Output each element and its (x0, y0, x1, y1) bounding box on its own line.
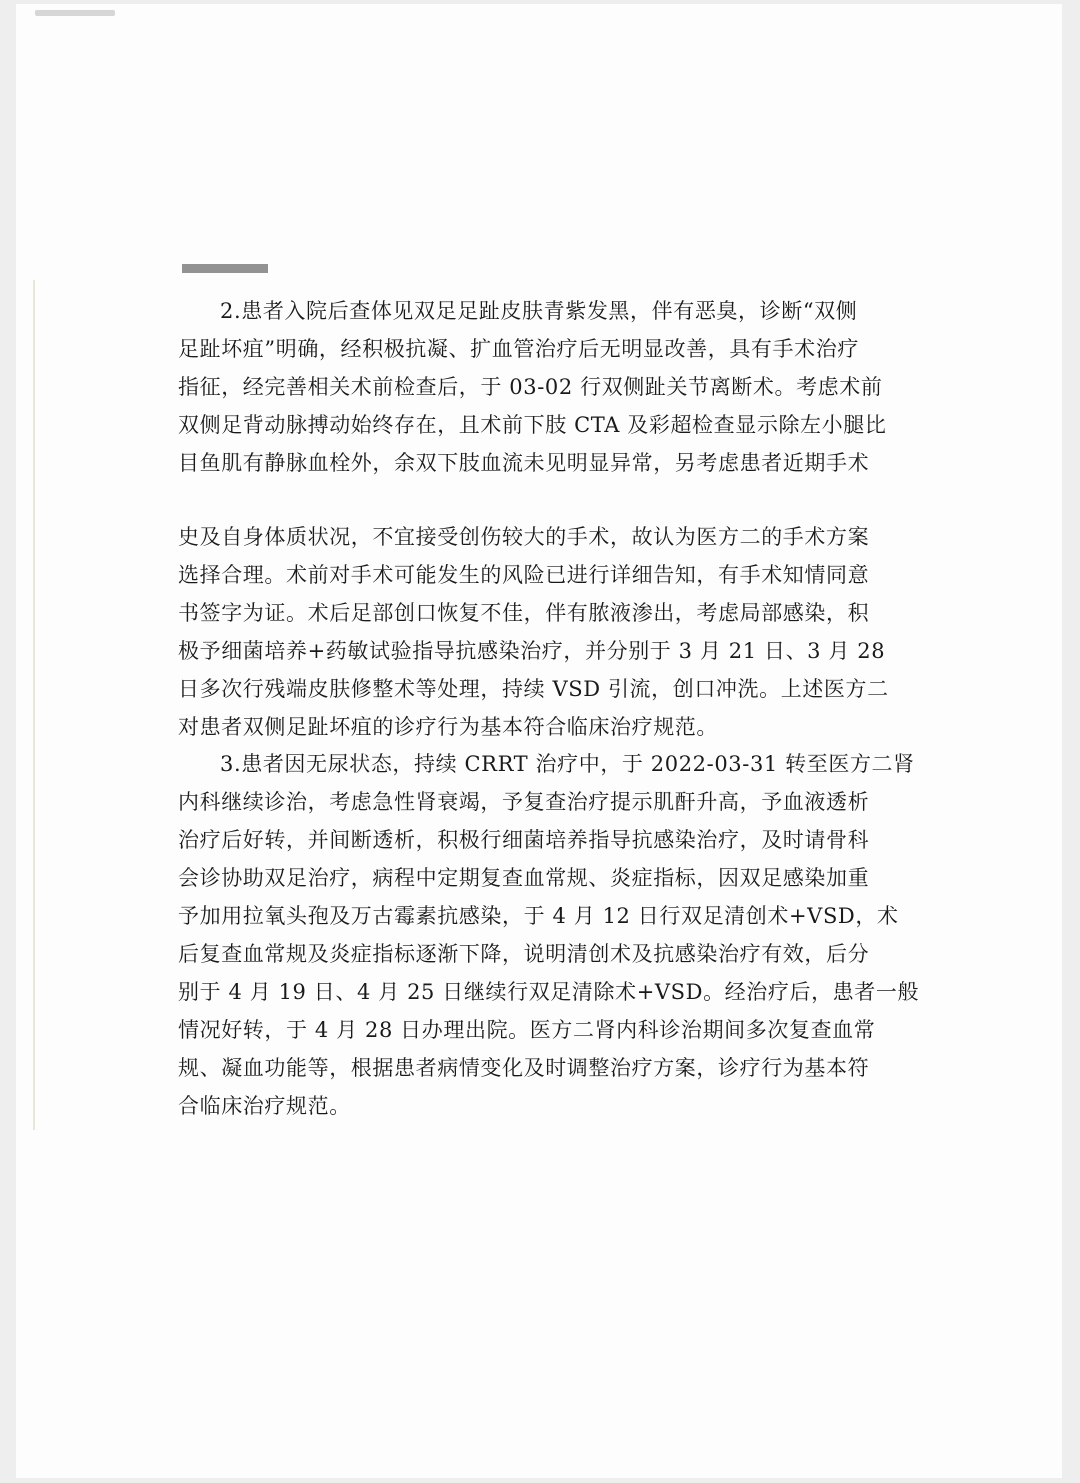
scan-corner-mark (35, 10, 115, 16)
cut-off-text-fragment (182, 264, 268, 273)
text-line: 别于 4 月 19 日、4 月 25 日继续行双足清除术+VSD。经治疗后，患者一般 (178, 980, 920, 1004)
text-line: 内科继续诊治，考虑急性肾衰竭，予复查治疗提示肌酐升高，予血液透析 (178, 790, 870, 814)
text-line: 规、凝血功能等，根据患者病情变化及时调整治疗方案，诊疗行为基本符 (178, 1056, 870, 1080)
text-line: 情况好转，于 4 月 28 日办理出院。医方二肾内科诊治期间多次复查血常 (178, 1018, 876, 1042)
text-line: 足趾坏疽”明确，经积极抗凝、扩血管治疗后无明显改善，具有手术治疗 (178, 337, 859, 361)
text-line: 选择合理。术前对手术可能发生的风险已进行详细告知，有手术知情同意 (178, 563, 870, 587)
text-line: 日多次行残端皮肤修整术等处理，持续 VSD 引流，创口冲洗。上述医方二 (178, 677, 889, 701)
text-line: 史及自身体质状况，不宜接受创伤较大的手术，故认为医方二的手术方案 (178, 525, 870, 549)
text-line: 会诊协助双足治疗，病程中定期复查血常规、炎症指标，因双足感染加重 (178, 866, 870, 890)
text-line: 书签字为证。术后足部创口恢复不佳，伴有脓液渗出，考虑局部感染，积 (178, 601, 870, 625)
text-line: 治疗后好转，并间断透析，积极行细菌培养指导抗感染治疗，及时请骨科 (178, 828, 870, 852)
scan-margin-line (33, 280, 35, 1130)
text-line: 对患者双侧足趾坏疽的诊疗行为基本符合临床治疗规范。 (178, 715, 718, 739)
text-line: 3.患者因无尿状态，持续 CRRT 治疗中，于 2022-03-31 转至医方二肾 (220, 752, 915, 776)
text-line: 指征，经完善相关术前检查后，于 03-02 行双侧趾关节离断术。考虑术前 (178, 375, 883, 399)
text-line: 目鱼肌有静脉血栓外，余双下肢血流未见明显异常，另考虑患者近期手术 (178, 451, 870, 475)
text-line: 极予细菌培养+药敏试验指导抗感染治疗，并分别于 3 月 21 日、3 月 28 (178, 639, 886, 663)
text-line: 2.患者入院后查体见双足足趾皮肤青紫发黑，伴有恶臭，诊断“双侧 (220, 299, 858, 323)
text-line: 予加用拉氧头孢及万古霉素抗感染，于 4 月 12 日行双足清创术+VSD，术 (178, 904, 899, 928)
text-line: 后复查血常规及炎症指标逐渐下降，说明清创术及抗感染治疗有效，后分 (178, 942, 870, 966)
text-line: 双侧足背动脉搏动始终存在，且术前下肢 CTA 及彩超检查显示除左小腿比 (178, 413, 887, 437)
text-line: 合临床治疗规范。 (178, 1094, 351, 1118)
